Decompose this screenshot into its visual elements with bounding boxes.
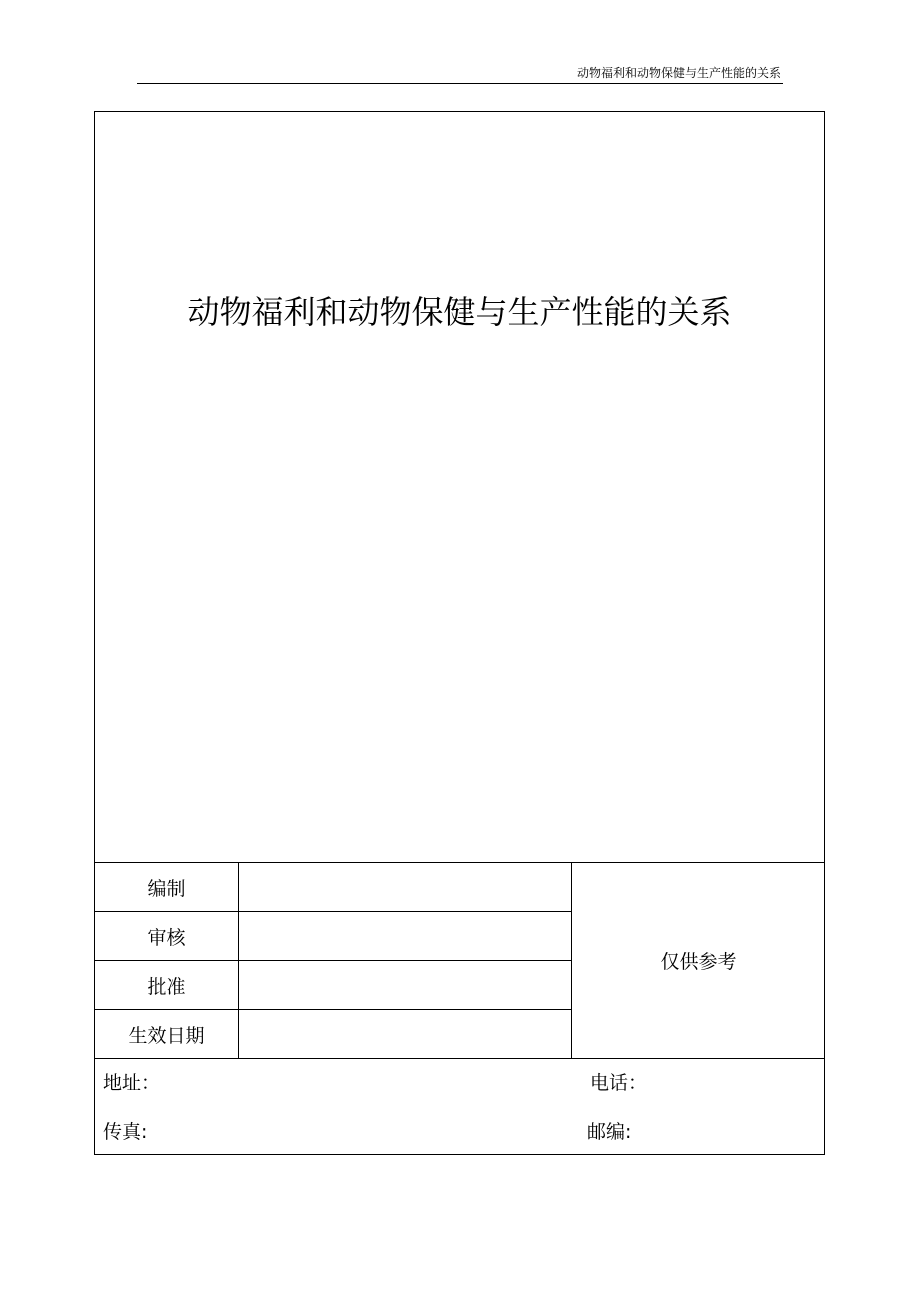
document-title: 动物福利和动物保健与生产性能的关系 xyxy=(187,293,732,331)
phone-label: 电话： xyxy=(590,1072,648,1094)
label-approved-by: 批准 xyxy=(147,975,186,998)
approved-by-field[interactable] xyxy=(239,961,571,1009)
postcode-label: 邮编: xyxy=(587,1121,632,1143)
label-compiled-by: 编制 xyxy=(147,877,186,900)
label-reviewed-by: 审核 xyxy=(147,926,186,949)
fax-label: 传真: xyxy=(103,1121,148,1143)
compiled-by-field[interactable] xyxy=(239,863,571,911)
label-effective-date: 生效日期 xyxy=(128,1024,205,1047)
header-rule xyxy=(137,83,783,84)
reviewed-by-field[interactable] xyxy=(239,912,571,960)
reference-only-note: 仅供参考 xyxy=(660,951,737,973)
running-header-title: 动物福利和动物保健与生产性能的关系 xyxy=(576,66,781,80)
address-label: 地址： xyxy=(103,1072,161,1094)
effective-date-field[interactable] xyxy=(239,1010,571,1058)
table-bottom-border xyxy=(94,1058,825,1059)
